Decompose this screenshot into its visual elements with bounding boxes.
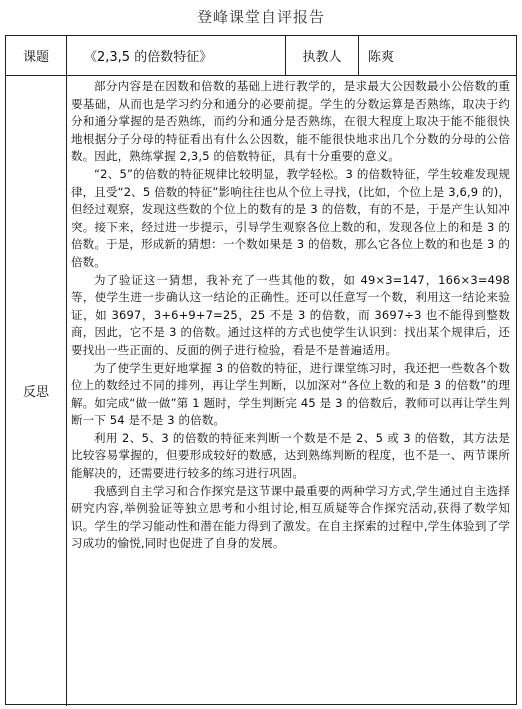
column-divider-1 [66, 36, 67, 75]
reflection-paragraph: 为了验证这一猜想，我补充了一些其他的数，如 49×3=147，166×3=498 等，使学生进一步确认这一结论的正确性。还可以任意写一个数，利用这一结论来验证，如 3697，3+6+9+7=25，25 不是 3 的倍数，而 3697÷3 也不能得到整数商，因此，它不是 3 的倍数。通过这样的方式也使学生认识到：找出某个规律后，还要找出一些正面的、反面的例子进行检验，看是不是普遍适用。 [71, 272, 510, 357]
reflection-paragraph: “2、5”的倍数的特征规律比较明显，教学轻松。3 的倍数特征，学生较难发现规律，且受“2、5 倍数的特征”影响往往也从个位上寻找，(比如，个位上是 3,6,9 的)，但经过观察，发现这些数的个位上的数有的是 3 的倍数，有的不是，于是产生认知冲突。接下来，经过进一步提示，引导学生观察各位上数的和，发现各位上的和是 3 的倍数。于是，形成新的猜想：一个数如果是 3 的倍数，那么它各位上数的和也是 3 的倍数。 [71, 166, 510, 269]
reflection-paragraph: 我感到自主学习和合作探究是这节课中最重要的两种学习方式,学生通过自主选择研究内容,举例验证等独立思考和小组讨论,相互质疑等合作探究活动,获得了数学知识。学生的学习能动性和潜在能力得到了激发。在自主探索的过程中,学生体验到了学习成功的愉悦,同时也促进了自身的发展。 [71, 483, 510, 551]
column-divider-3 [358, 36, 359, 75]
reflection-label: 反思 [22, 384, 49, 400]
report-table [5, 35, 517, 705]
teacher-label: 执教人 [302, 50, 342, 65]
topic-label: 课题 [22, 50, 49, 65]
reflection-paragraph: 为了使学生更好地掌握 3 的倍数的特征，进行课堂练习时，我还把一些数各个数位上的数经过不同的排列，再让学生判断，以加深对“各位上数的和是 3 的倍数”的理解。如完成“做一做”第 1 题时，学生判断完 45 是 3 的倍数后，教师可以再让学生判断一下 54 是不是 3 的倍数。 [71, 360, 510, 428]
topic-value: 《2,3,5 的倍数特征》 [84, 50, 213, 65]
reflection-paragraph: 部分内容是在因数和倍数的基础上进行教学的，是求最大公因数最小公倍数的重要基础，从而也是学习约分和通分的必要前提。学生的分数运算是否熟练，取决于约分和通分掌握的是否熟练，而约分和通分是否熟练，在很大程度上取决于能不能很快地根据分子分母的特征看出有什么公因数，能不能很快地求出几个分数的分母的公倍数。因此，熟练掌握 2,3,5 的倍数特征，具有十分重要的意义。 [71, 79, 510, 164]
teacher-value: 陈爽 [368, 50, 395, 65]
report-title: 登峰课堂自评报告 [196, 8, 325, 26]
reflection-paragraph: 利用 2、5、3 的倍数的特征来判断一个数是不是 2、5 或 3 的倍数，其方法是比较容易掌握的，但要形成较好的数感，达到熟练判断的程度，也不是一、两节课所能解决的，还需要进行较多的练习进行巩固。 [71, 430, 510, 481]
reflection-content [67, 76, 514, 704]
